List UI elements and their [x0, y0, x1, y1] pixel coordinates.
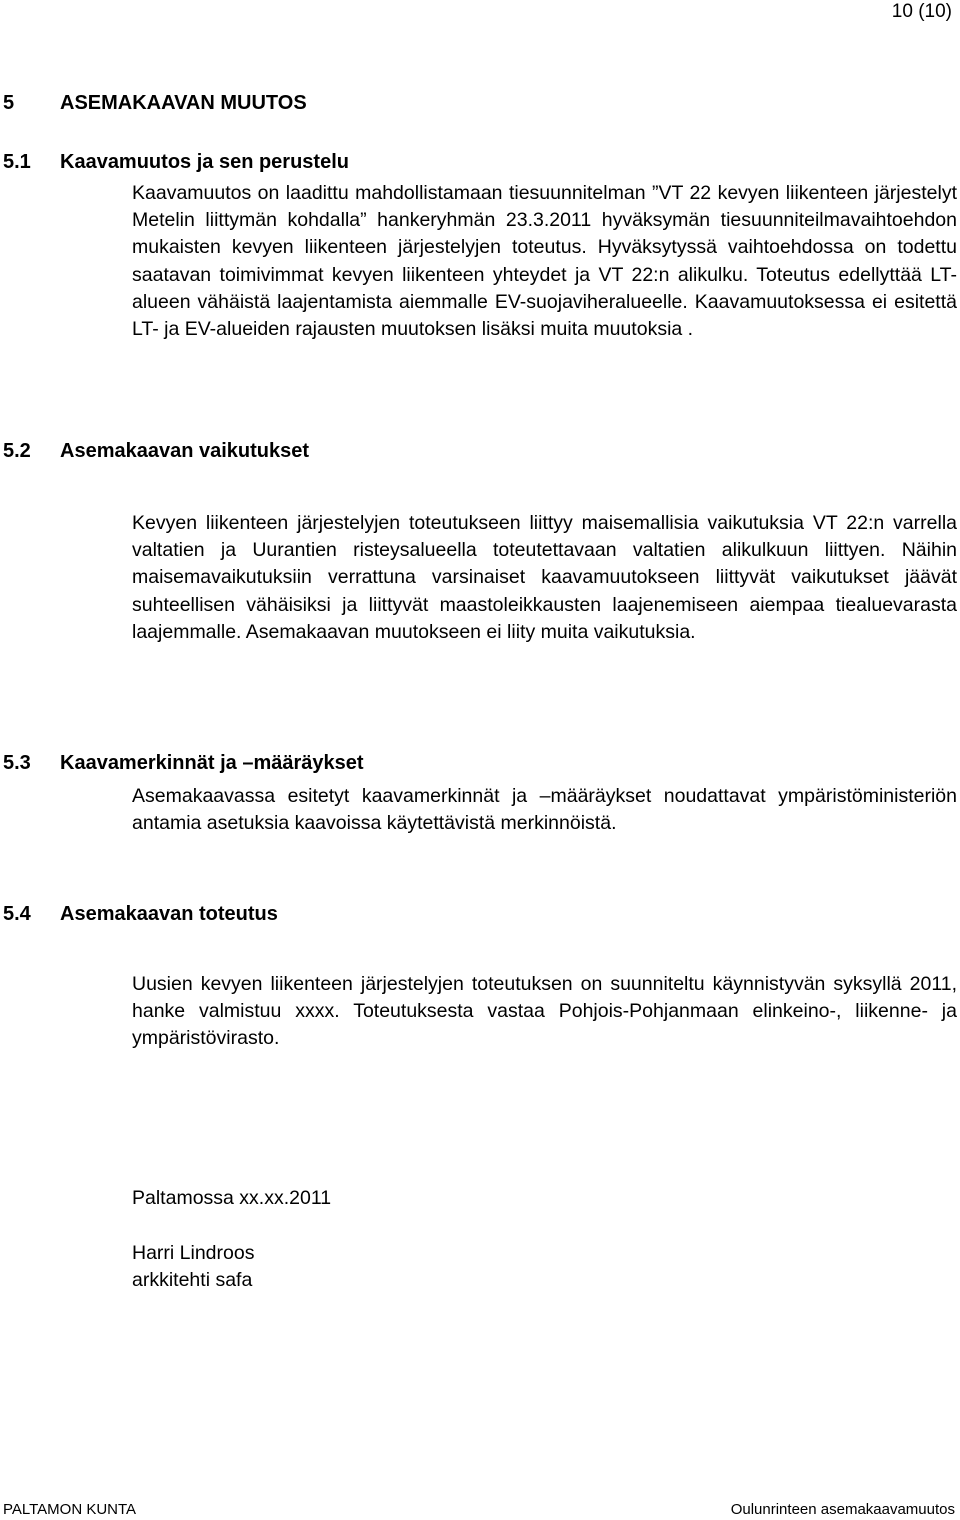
section-body-5-2: Kevyen liikenteen järjestelyjen toteutukseen liittyy maisemallisia vaikutuksia VT 22:n varrella valtatien ja Uurantien risteysalueella toteutettavaan valtatien alikulkuun liittyen. Näihin maisemavaikutuksiin verrattuna varsinaiset kaavamuutokseen liittyvät vaikutukset jäävät suhteellisen vähäisiksi ja liittyvät maastoleikkausten laajenemiseen aiempaa tiealuevarasta laajemmalle. Asemakaavan muutokseen ei liity muita vaikutuksia. — [132, 512, 957, 643]
section-body-5-3: Asemakaavassa esitetyt kaavamerkinnät ja –määräykset noudattavat ympäristöministeriön antamia asetuksia kaavoissa käytettävistä merkinnöistä. — [132, 785, 957, 835]
section-heading-5-3 — [3, 750, 364, 776]
footer-document-title: Oulunrinteen asemakaavamuutos — [730, 1501, 955, 1518]
section-number: 5.3 — [3, 752, 31, 774]
chapter-number: 5 — [3, 92, 15, 114]
signature-name: Harri Lindroos — [132, 1242, 255, 1264]
page-number: 10 (10) — [891, 1, 952, 22]
section-title: Asemakaavan toteutus — [60, 903, 278, 925]
section-title: Kaavamuutos ja sen perustelu — [60, 151, 349, 173]
section-body-5-1: Kaavamuutos on laadittu mahdollistamaan tiesuunnitelman ”VT 22 kevyen liikenteen järjestelyt Metelin liittymän kohdalla” hankeryhmän 23.3.2011 hyväksymän tiesuunniteilmavaihtoehdon mukaisten kevyen liikenteen järjestelyjen toteutus. Hyväksytyssä vaihtoehdossa on todettu saatavan toimivimmat kevyen liikenteen yhteydet ja VT 22:n alikulku. Toteutus edellyttää LT-alueen vähäistä laajentamista aiemmalle EV-suojaviheralueelle. Kaavamuutoksessa ei esitettä LT- ja EV-alueiden rajausten muutoksen lisäksi muita muutoksia . — [132, 182, 957, 341]
section-number: 5.1 — [3, 151, 31, 173]
chapter-title: ASEMAKAAVAN MUUTOS — [60, 92, 307, 114]
section-heading-5-4 — [3, 901, 278, 927]
section-heading-5-1 — [3, 149, 349, 175]
chapter-heading — [3, 90, 307, 116]
section-body-5-4: Uusien kevyen liikenteen järjestelyjen toteutuksen on suunniteltu käynnistyvän syksyllä 2011, hanke valmistuu xxxx. Toteutuksesta vastaa Pohjois-Pohjanmaan elinkeino-, liikenne- ja ympäristövirasto. — [132, 973, 957, 1050]
section-number: 5.2 — [3, 440, 31, 462]
section-heading-5-2 — [3, 438, 309, 464]
section-title: Asemakaavan vaikutukset — [60, 440, 310, 462]
footer-organization: PALTAMON KUNTA — [3, 1501, 137, 1518]
signature-place-date: Paltamossa xx.xx.2011 — [132, 1187, 332, 1209]
section-title: Kaavamerkinnät ja –määräykset — [60, 752, 364, 774]
signature-title: arkkitehti safa — [132, 1269, 253, 1291]
section-number: 5.4 — [3, 903, 31, 925]
